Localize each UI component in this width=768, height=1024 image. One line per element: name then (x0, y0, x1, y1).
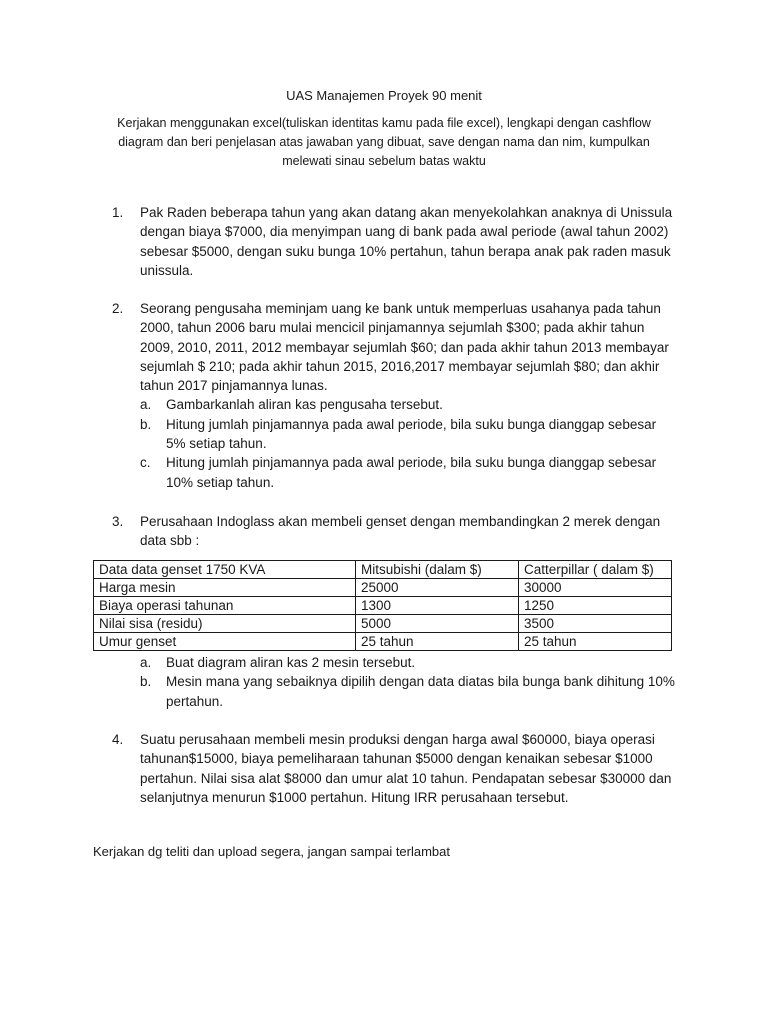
sub-question-text: Gambarkanlah aliran kas pengusaha tersebut. (166, 397, 443, 413)
table-row (94, 579, 672, 597)
sub-question-3b (140, 672, 678, 711)
table-cell: 1300 (356, 597, 519, 615)
question-text: Suatu perusahaan membeli mesin produksi dengan harga awal $60000, biaya operasi tahunan$15000, biaya pemeliharaan tahunan $5000 dengan kenaikan sebesar $1000 pertahun. Nilai sisa alat $8000 dan umur alat 10 tahun. Pendapatan sebesar $30000 dan selanjutnya menurun $1000 pertahun. Hitung IRR perusahaan tersebut. (140, 732, 672, 805)
sub-question-text: Mesin mana yang sebaiknya dipilih dengan data diatas bila bunga bank dihitung 10% pertahun. (166, 674, 675, 709)
sub-question-2a (140, 395, 678, 414)
question-4 (112, 730, 678, 807)
table-cell: 3500 (519, 615, 672, 633)
question-number: 1. (112, 205, 124, 220)
sub-question-text: Hitung jumlah pinjamannya pada awal periode, bila suku bunga dianggap sebesar 5% setiap tahun. (166, 416, 657, 452)
sub-question-letter: a. (140, 655, 152, 670)
table-cell: 1250 (519, 597, 672, 615)
table-header-cell: Data data genset 1750 KVA (94, 561, 356, 579)
table-cell: Biaya operasi tahunan (94, 597, 356, 615)
table-row (94, 597, 672, 615)
sub-question-text: Hitung jumlah pinjamannya pada awal periode, bila suku bunga dianggap sebesar 10% setiap tahun. (166, 455, 657, 490)
question-3 (112, 512, 678, 551)
footer-note: Kerjakan dg teliti dan upload segera, jangan sampai terlambat (93, 844, 451, 859)
instructions-paragraph: Kerjakan menggunakan excel(tuliskan identitas kamu pada file excel), lengkapi dengan cashflow diagram dan beri penjelasan atas jawaban yang dibuat, save dengan nama dan nim, kumpulkan melewati sinau sebelum batas waktu (117, 116, 651, 168)
sub-question-letter: a. (140, 397, 152, 413)
table-cell: Umur genset (94, 633, 356, 651)
sub-question-letter: b. (140, 674, 152, 690)
sub-question-3a (140, 653, 678, 672)
table-header-cell: Mitsubishi (dalam $) (356, 561, 519, 579)
sub-question-text: Buat diagram aliran kas 2 mesin tersebut. (166, 655, 416, 670)
sub-question-letter: b. (140, 416, 152, 432)
question-text: Seorang pengusaha meminjam uang ke bank untuk memperluas usahanya pada tahun 2000, tahun 2006 baru mulai mencicil pinjamannya sejumlah $300; pada akhir tahun 2009, 2010, 2011, 2012 membayar sejumlah $60; dan pada akhir tahun 2013 membayar sejumlah $ 210; pada akhir tahun 2015, 2016,2017 membayar sejumlah $80; dan akhir tahun 2017 pinjamannya lunas. (140, 301, 669, 394)
question-number: 3. (112, 514, 124, 529)
table-header-row (94, 561, 672, 579)
sub-question-2b (140, 415, 678, 454)
question-3-sub-questions (140, 653, 678, 711)
question-1 (112, 203, 678, 280)
question-text: Perusahaan Indoglass akan membeli genset dengan membandingkan 2 merek dengan data sbb : (140, 514, 661, 549)
genset-comparison-table (93, 560, 672, 651)
table-cell: Nilai sisa (residu) (94, 615, 356, 633)
document-title: UAS Manajemen Proyek 90 menit (286, 88, 482, 103)
table-cell: Harga mesin (94, 579, 356, 597)
table-cell: 25 tahun (519, 633, 672, 651)
question-2 (112, 299, 678, 492)
question-text: Pak Raden beberapa tahun yang akan datang akan menyekolahkan anaknya di Unissula dengan biaya $7000, dia menyimpan uang di bank pada awal periode (awal tahun 2002) sebesar $5000, dengan suku bunga 10% pertahun, tahun berapa anak pak raden masuk unissula. (140, 205, 673, 278)
table-header-cell: Catterpillar ( dalam $) (519, 561, 672, 579)
table-cell: 25 tahun (356, 633, 519, 651)
table-cell: 30000 (519, 579, 672, 597)
sub-question-2c (140, 453, 678, 492)
table-row (94, 633, 672, 651)
question-number: 2. (112, 301, 124, 316)
sub-question-letter: c. (140, 455, 151, 471)
table-cell: 25000 (356, 579, 519, 597)
table-row (94, 615, 672, 633)
question-number: 4. (112, 732, 124, 747)
table-cell: 5000 (356, 615, 519, 633)
